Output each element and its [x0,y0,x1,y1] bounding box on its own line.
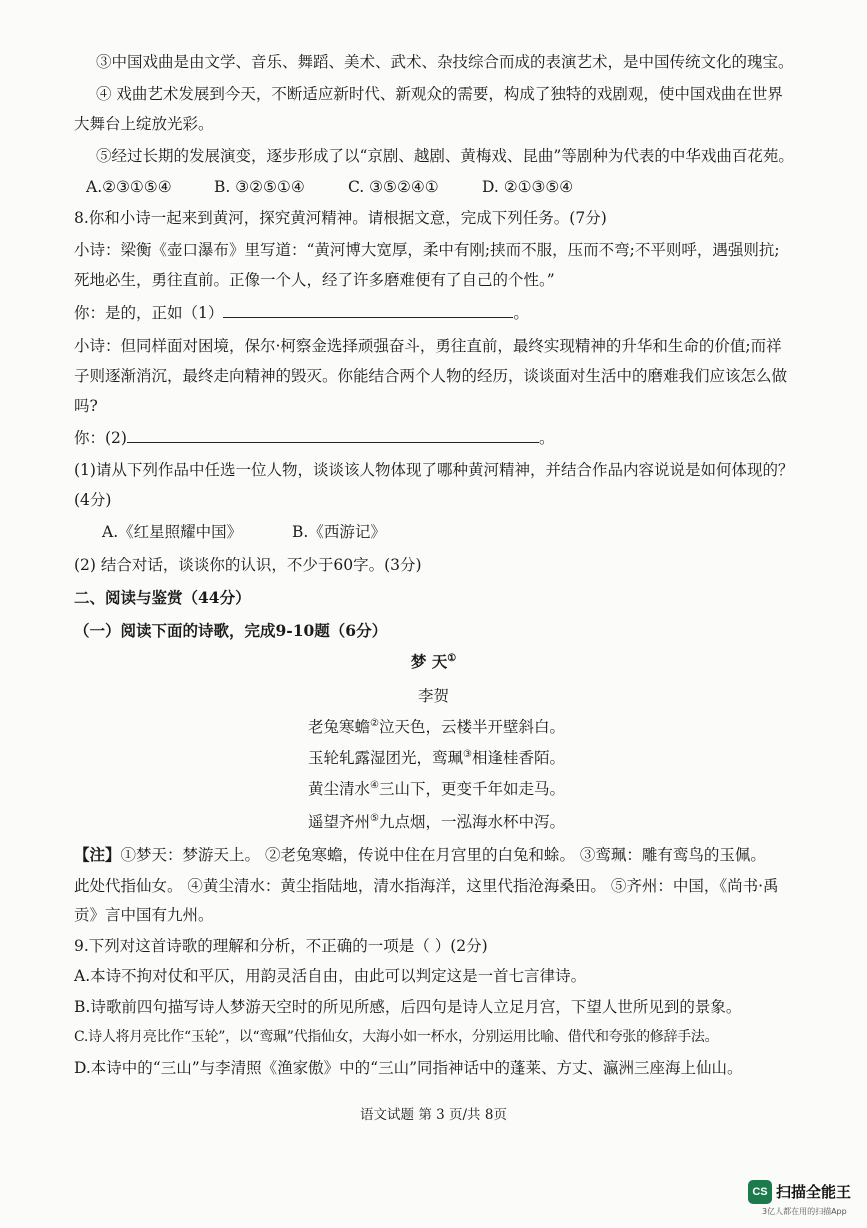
poem-title-text: 梦 天 [410,652,448,671]
q7-item4-line1: ④ 戏曲艺术发展到今天，不断适应新时代、新观众的需要，构成了独特的戏剧观，使中国戏曲在世界 [96,85,783,103]
notes-line1-text: ①梦天：梦游天上。 ②老兔寒蟾，传说中住在月宫里的白兔和蜍。 ③鸾珮：雕有鸾鸟的玉佩。 [120,846,766,864]
q9-option-a: A.本诗不拘对仗和平仄，用韵灵活自由，由此可以判定这是一首七言律诗。 [74,967,587,985]
notes-line2: 此处代指仙女。 ④黄尘清水：黄尘指陆地，清水指海洋，这里代指沧海桑田。 ⑤齐州：中国，《尚书·禹 [74,877,779,895]
q8-task1-line1: (1)请从下列作品中任选一位人物，谈谈该人物体现了哪种黄河精神，并结合作品内容说说是如何体现的？ [74,461,794,479]
poem-line-4-a: 遥望齐州 [308,813,371,831]
notes-label: 【注】 [74,845,121,864]
poem-line-3 [308,779,807,799]
poem-line-2 [308,748,807,768]
q8-task1-line2: (4分) [74,491,112,509]
task1-option-b: B.《西游记》 [292,523,386,541]
poem-line-1 [308,717,807,737]
q8-xiaoshi1-line2: 死地必生，勇往直前。正像一个人，经了许多磨难便有了自己的个性。” [74,271,555,289]
option-d: D. ②①③⑤④ [482,178,574,196]
option-a: A.②③①⑤④ [86,178,172,196]
answer1-prefix: 你：是的，正如（1） [74,304,224,322]
poem-line-4-b: 九点烟，一泓海水杯中泻。 [378,813,565,831]
poem-title [0,652,867,672]
poem-line-3-a: 黄尘清水 [308,780,371,798]
q7-item4-line2: 大舞台上绽放光彩。 [74,115,214,133]
q8-xiaoshi1-line1: 小诗：梁衡《壶口瀑布》里写道：“黄河博大宽厚，柔中有刚;挟而不服，压而不弯;不平则呼，遇强则抗; [74,241,780,259]
section2-title: 二、阅读与鉴赏（44分） [74,588,251,607]
page-footer: 语文试题 第 3 页/共 8页 [360,1107,507,1123]
notes-line1 [74,845,807,865]
answer1-blank[interactable] [223,303,513,318]
q8-answer2-row [74,428,807,448]
q9-option-c: C.诗人将月亮比作“玉轮”，以“鸾珮”代指仙女，大海小如一杯水，分别运用比喻、借代和夸张的修辞手法。 [74,1029,719,1045]
poem-line-2-a: 玉轮轧露湿团光，鸾珮 [308,749,464,767]
q7-options [86,177,807,197]
poem-line-2-note: ③ [463,748,472,760]
poem-author: 李贺 [417,687,449,705]
watermark-name: 扫描全能王 [776,1183,852,1201]
scanner-watermark [748,1178,860,1218]
poem-line-3-b: 三山下，更变千年如走马。 [378,780,565,798]
q8-answer1-row [74,303,807,323]
q8-stem: 8.你和小诗一起来到黄河，探究黄河精神。请根据文意，完成下列任务。(7分) [74,209,607,227]
q7-item3: ③中国戏曲是由文学、音乐、舞蹈、美术、武术、杂技综合而成的表演艺术，是中国传统文化的瑰宝。 [96,53,794,71]
q7-item5: ⑤经过长期的发展演变，逐步形成了以“京剧、越剧、黄梅戏、昆曲”等剧种为代表的中华戏曲百花苑。 [96,147,794,165]
task1-option-a: A.《红星照耀中国》 [102,523,243,541]
answer2-blank[interactable] [127,428,539,443]
poem-line-2-b: 相逢桂香陌。 [471,749,565,767]
answer2-prefix: 你：(2) [74,429,127,447]
option-b: B. ③②⑤①④ [214,178,305,196]
poem-line-1-note: ② [370,717,379,729]
poem-title-note: ① [447,652,457,664]
poem-line-1-a: 老兔寒蟾 [308,718,371,736]
q9-stem: 9.下列对这首诗歌的理解和分析，不正确的一项是（ ）(2分) [74,937,488,955]
poem-line-3-note: ④ [370,779,379,791]
answer1-suffix: 。 [513,304,529,322]
q9-option-b: B.诗歌前四句描写诗人梦游天空时的所见所感，后四句是诗人立足月宫，下望人世所见到的景象。 [74,998,742,1016]
poem-line-1-b: 泣天色，云楼半开壁斜白。 [378,718,565,736]
section2-sub1: （一）阅读下面的诗歌，完成9-10题（6分） [74,621,388,640]
notes-line3: 贡》言中国有九州。 [74,906,214,924]
watermark-slogan: 3亿人都在用的扫描App [762,1207,847,1216]
q8-xiaoshi2-line3: 吗? [74,397,98,415]
q8-task1-options [102,522,807,542]
poem-line-4-note: ⑤ [370,812,379,824]
q8-xiaoshi2-line1: 小诗：但同样面对困境，保尔·柯察金选择顽强奋斗，勇往直前，最终实现精神的升华和生命的价值;而祥 [74,337,782,355]
q8-task2: (2) 结合对话，谈谈你的认识，不少于60字。(3分) [74,556,422,574]
q8-xiaoshi2-line2: 子则逐渐消沉，最终走向精神的毁灭。你能结合两个人物的经历，谈谈面对生活中的磨难我们应该怎么做 [74,367,788,385]
answer2-suffix: 。 [538,429,555,447]
option-c: C. ③⑤②④① [348,178,439,196]
q9-option-d: D.本诗中的“三山”与李清照《渔家傲》中的“三山”同指神话中的蓬莱、方丈、瀛洲三座海上仙山。 [74,1059,743,1077]
camscanner-logo-icon: CS [748,1180,772,1204]
poem-line-4 [308,812,807,832]
